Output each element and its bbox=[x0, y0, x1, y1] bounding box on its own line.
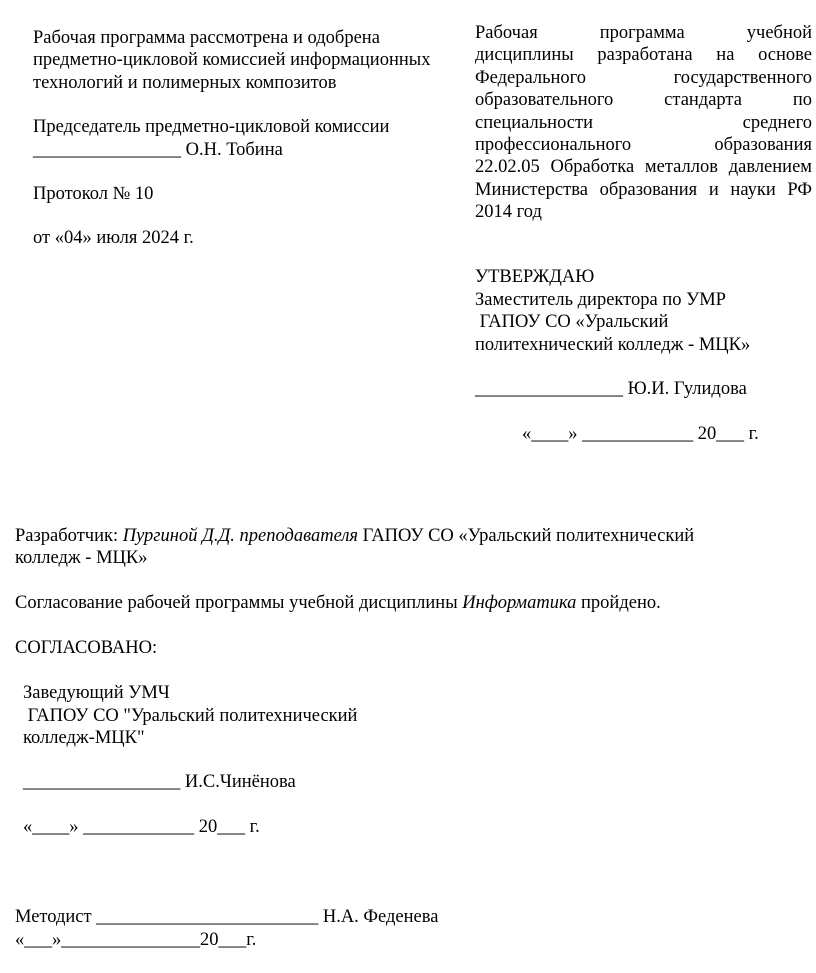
chair-signature: ________________ О.Н. Тобина bbox=[33, 139, 283, 160]
basis-line-1: Рабочая программа учебной bbox=[475, 23, 812, 43]
approval-date: «____» ____________ 20___ г. bbox=[522, 424, 759, 444]
approval-org-line-2: политехнический колледж - МЦК» bbox=[475, 334, 751, 355]
approval-block bbox=[475, 266, 812, 356]
basis-line-6: профессионального образования bbox=[475, 135, 812, 156]
developer-org-line-1: ГАПОУ СО «Уральский политехнический bbox=[358, 526, 695, 546]
review-line-3: технологий и полимерных композитов bbox=[33, 72, 337, 93]
head-umch-signature: _________________ И.С.Чинёнова bbox=[23, 772, 296, 792]
basis-line-3: Федерального государственного bbox=[475, 67, 812, 88]
basis-line-4: образовательного стандарта по bbox=[475, 90, 812, 111]
head-umch-title: Заведующий УМЧ bbox=[23, 683, 170, 703]
chair-title: Председатель предметно-цикловой комиссии bbox=[33, 117, 390, 138]
basis-line-7: 22.02.05 Обработка металлов давлением bbox=[475, 157, 812, 178]
basis-line-8: Министерства образования и науки РФ bbox=[475, 179, 812, 200]
developer-org-line-2: колледж - МЦК» bbox=[15, 548, 148, 569]
discipline-name: Информатика bbox=[462, 593, 577, 613]
head-umch-date: «____» ____________ 20___ г. bbox=[23, 817, 260, 837]
review-block bbox=[33, 27, 453, 250]
basis-line-9: 2014 год bbox=[475, 202, 542, 223]
review-line-2: предметно-цикловой комиссией информационных bbox=[33, 50, 431, 71]
agreement-suffix: пройдено. bbox=[576, 593, 661, 613]
head-umch-org-line-2: колледж-МЦК" bbox=[23, 728, 145, 748]
basis-line-2: дисциплины разработана на основе bbox=[475, 45, 812, 66]
approval-position: Заместитель директора по УМР bbox=[475, 289, 726, 310]
approval-org-line-1: ГАПОУ СО «Уральский bbox=[475, 312, 669, 333]
developer-prefix: Разработчик: bbox=[15, 526, 123, 546]
program-basis-block bbox=[475, 22, 812, 224]
developer-line bbox=[15, 525, 775, 547]
approval-signature: ________________ Ю.И. Гулидова bbox=[475, 379, 747, 399]
developer-name: Пургиной Д.Д. преподавателя bbox=[122, 526, 359, 546]
developer-block bbox=[15, 525, 775, 570]
agreement-prefix: Согласование рабочей программы учебной дисциплины bbox=[15, 593, 463, 613]
head-umch-block bbox=[23, 682, 357, 750]
basis-line-5: специальности среднего bbox=[475, 112, 812, 133]
review-line-1: Рабочая программа рассмотрена и одобрена bbox=[33, 28, 380, 48]
head-umch-org-line-1: ГАПОУ СО "Уральский политехнический bbox=[23, 705, 358, 726]
protocol-date: от «04» июля 2024 г. bbox=[33, 228, 194, 249]
agreed-heading: СОГЛАСОВАНО: bbox=[15, 638, 158, 658]
approval-title: УТВЕРЖДАЮ bbox=[475, 267, 595, 287]
protocol-number: Протокол № 10 bbox=[33, 184, 154, 205]
methodist-date: «___»_______________20___г. bbox=[15, 930, 257, 950]
methodist-signature: Методист ________________________ Н.А. Феденева bbox=[15, 907, 439, 927]
agreement-line bbox=[15, 592, 661, 614]
